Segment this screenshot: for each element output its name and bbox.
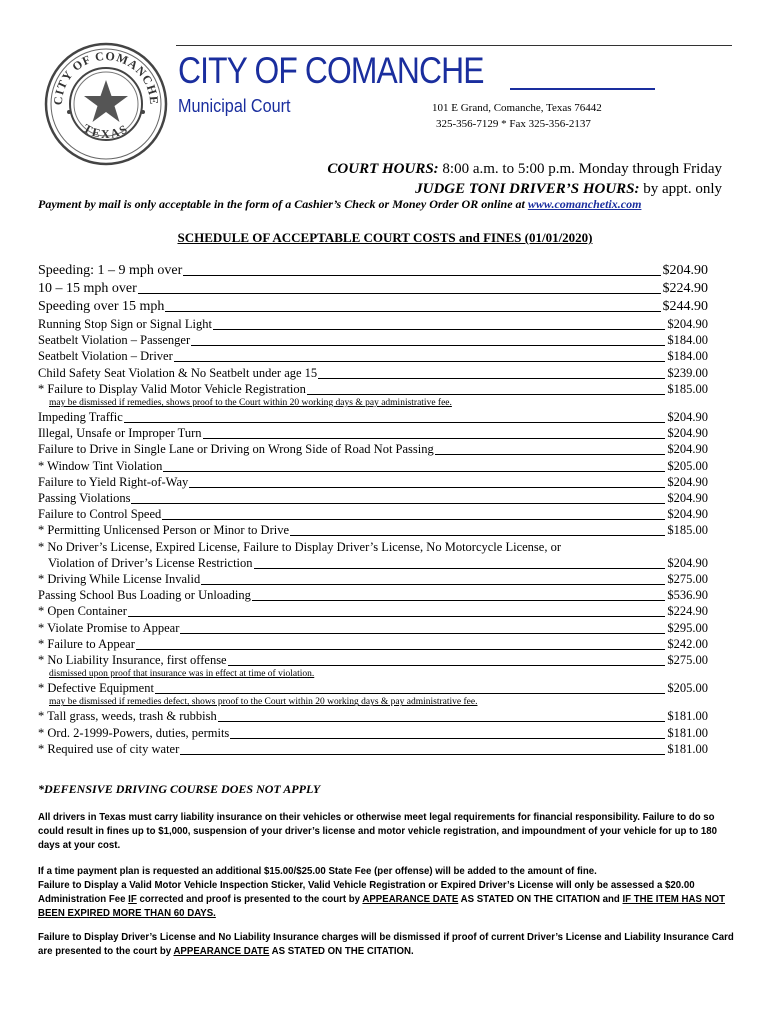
fine-amount: $204.90 bbox=[667, 491, 708, 506]
fine-label: Failure to Yield Right-of-Way bbox=[38, 474, 189, 489]
fine-label: Failure to Drive in Single Lane or Driving on Wrong Side of Road Not Passing bbox=[38, 442, 434, 457]
fine-item bbox=[38, 620, 708, 636]
fine-amount: $204.90 bbox=[667, 507, 708, 522]
seal-city-text: CITY OF COMANCHE bbox=[50, 48, 162, 106]
court-subtitle: Municipal Court bbox=[178, 96, 291, 116]
fine-item bbox=[38, 409, 708, 425]
top-rule bbox=[176, 45, 732, 46]
schedule-heading: SCHEDULE OF ACCEPTABLE COURT COSTS and FINES (01/01/2020) bbox=[177, 230, 593, 245]
fine-label: * Driving While License Invalid bbox=[38, 572, 201, 587]
fine-label: Failure to Control Speed bbox=[38, 507, 162, 522]
fine-item bbox=[38, 490, 708, 506]
fine-amount: $181.00 bbox=[667, 725, 708, 740]
fine-amount: $185.00 bbox=[667, 523, 708, 538]
leader-line bbox=[136, 649, 666, 650]
leader-line bbox=[165, 311, 660, 312]
fine-item bbox=[38, 332, 708, 348]
fine-amount: $184.00 bbox=[667, 349, 708, 364]
fine-item bbox=[38, 652, 708, 668]
fine-label: Child Safety Seat Violation & No Seatbelt under age 15 bbox=[38, 365, 318, 380]
fine-label: Seatbelt Violation – Passenger bbox=[38, 333, 191, 348]
fine-item bbox=[38, 603, 708, 619]
fine-label: * Tall grass, weeds, trash & rubbish bbox=[38, 709, 217, 724]
fine-label: Seatbelt Violation – Driver bbox=[38, 349, 173, 364]
fine-amount: $275.00 bbox=[667, 572, 708, 587]
fine-item bbox=[38, 425, 708, 441]
fine-amount: $204.90 bbox=[667, 317, 708, 331]
fine-label: * Permitting Unlicensed Person or Minor to Drive bbox=[38, 523, 290, 538]
insurance-paragraph: All drivers in Texas must carry liability insurance on their vehicles or otherwise meet legal requirements for financial responsibility. Failure to do so could result in fines up to $1,000, suspension of your driver’s license and motor vehicle registration, and impoundment of your vehicle for up to 180 days at your cost. bbox=[38, 811, 718, 851]
defensive-driving-note: *DEFENSIVE DRIVING COURSE DOES NOT APPLY bbox=[38, 782, 321, 796]
fine-item bbox=[38, 316, 708, 332]
leader-line bbox=[230, 738, 665, 739]
fine-amount: $239.00 bbox=[667, 365, 708, 380]
seal-state-text: TEXAS bbox=[80, 121, 132, 142]
fine-amount: $181.00 bbox=[667, 741, 708, 756]
fine-label: Illegal, Unsafe or Improper Turn bbox=[38, 426, 202, 441]
fine-label: 10 – 15 mph over bbox=[38, 281, 137, 296]
fine-label: * Required use of city water bbox=[38, 741, 180, 756]
fine-label: * Violate Promise to Appear bbox=[38, 620, 180, 635]
fine-amount: $204.90 bbox=[662, 263, 708, 278]
leader-line bbox=[189, 487, 665, 488]
fine-amount: $224.90 bbox=[662, 281, 708, 296]
payment-notice: Payment by mail is only acceptable in the form of a Cashier’s Check or Money Order OR online at www.comanchetix.com bbox=[38, 197, 642, 211]
fine-amount: $536.90 bbox=[667, 588, 708, 603]
leader-line bbox=[128, 616, 666, 617]
fine-amount: $295.00 bbox=[667, 620, 708, 635]
fine-label: * Ord. 2-1999-Powers, duties, permits bbox=[38, 725, 230, 740]
fine-item bbox=[38, 381, 708, 397]
fine-amount: $185.00 bbox=[667, 381, 708, 396]
leader-line bbox=[201, 584, 665, 585]
fine-item bbox=[38, 298, 708, 316]
fine-amount: $205.00 bbox=[667, 681, 708, 696]
leader-line bbox=[183, 275, 660, 276]
fine-label: * Window Tint Violation bbox=[38, 458, 163, 473]
leader-line bbox=[218, 721, 666, 722]
leader-line bbox=[131, 503, 665, 504]
court-hours: COURT HOURS: 8:00 a.m. to 5:00 p.m. Monday through Friday bbox=[327, 161, 722, 177]
leader-line bbox=[435, 454, 666, 455]
fine-amount: $181.00 bbox=[667, 709, 708, 724]
leader-line bbox=[213, 329, 665, 330]
leader-line bbox=[174, 361, 666, 362]
leader-line bbox=[203, 438, 666, 439]
fine-amount: $204.90 bbox=[667, 555, 708, 570]
fine-item bbox=[38, 280, 708, 298]
fine-item bbox=[38, 571, 708, 587]
fine-item bbox=[38, 441, 708, 457]
fine-item bbox=[38, 458, 708, 474]
fine-amount: $275.00 bbox=[667, 653, 708, 668]
leader-line bbox=[180, 754, 665, 755]
fine-label: Speeding: 1 – 9 mph over bbox=[38, 263, 183, 278]
payment-link[interactable]: www.comanchetix.com bbox=[527, 197, 642, 211]
leader-line bbox=[318, 378, 665, 379]
fine-amount: $184.00 bbox=[667, 333, 708, 348]
insurance-note: dismissed upon proof that insurance was in effect at time of violation. bbox=[49, 669, 315, 680]
fine-amount: $205.00 bbox=[667, 458, 708, 473]
fine-item bbox=[38, 708, 708, 724]
fine-amount: $204.90 bbox=[667, 474, 708, 489]
fine-item bbox=[38, 522, 708, 538]
fine-item bbox=[38, 725, 708, 741]
fine-item: Violation of Driver’s License Restriction $204.90 bbox=[48, 555, 708, 570]
fine-item: * Defective Equipment $205.00 bbox=[38, 681, 708, 696]
fine-item bbox=[38, 741, 708, 757]
fine-amount: $204.90 bbox=[667, 442, 708, 457]
fine-label: * Open Container bbox=[38, 604, 127, 619]
fine-item bbox=[38, 474, 708, 490]
fine-amount: $204.90 bbox=[667, 426, 708, 441]
court-address: 101 E Grand, Comanche, Texas 76442 bbox=[432, 102, 602, 114]
fine-label: Passing Violations bbox=[38, 491, 131, 506]
fine-item bbox=[38, 636, 708, 652]
title-underline bbox=[510, 88, 655, 90]
fine-amount: $244.90 bbox=[662, 299, 708, 314]
fine-item bbox=[38, 348, 708, 364]
leader-line bbox=[307, 394, 665, 395]
court-phone-fax: 325-356-7129 * Fax 325-356-2137 bbox=[436, 118, 591, 130]
fine-amount: $242.00 bbox=[667, 636, 708, 651]
dismissal-note: may be dismissed if remedies, shows proof to the Court within 20 working days & pay administrative fee. bbox=[49, 398, 452, 409]
leader-line bbox=[191, 345, 665, 346]
leader-line bbox=[228, 665, 666, 666]
page-title: CITY OF COMANCHE bbox=[178, 50, 484, 91]
leader-line bbox=[252, 600, 666, 601]
leader-line bbox=[163, 471, 665, 472]
judge-hours: JUDGE TONI DRIVER’S HOURS: by appt. only bbox=[415, 181, 722, 197]
fine-label: Speeding over 15 mph bbox=[38, 299, 165, 314]
fine-label: Impeding Traffic bbox=[38, 410, 123, 425]
fine-amount: $224.90 bbox=[667, 604, 708, 619]
defect-note: may be dismissed if remedies defect, shows proof to the Court within 20 working days & pay administrative fee. bbox=[49, 697, 478, 708]
leader-line bbox=[162, 519, 665, 520]
fine-item bbox=[38, 365, 708, 381]
dismissal-paragraph: Failure to Display Driver’s License and No Liability Insurance charges will be dismissed if proof of current Driver’s License and Liability Insurance Card are presented to the court by APPEARANCE DATE AS STATED ON THE CITATION. bbox=[38, 931, 734, 957]
star-icon bbox=[84, 80, 128, 122]
leader-line bbox=[180, 633, 665, 634]
time-payment-paragraph: If a time payment plan is requested an additional $15.00/$25.00 State Fee (per offense) will be added to the amount of fine. Failure to Display a Valid Motor Vehicle Inspection Sticker, Valid Vehicle Registration or Expired Driver’s License will only be assessed a $20.00 Administration Fee IF corrected and proof is presented to the court by APPEARANCE DATE AS STATED ON THE CITATION and IF THE ITEM HAS NOT BEEN EXPIRED MORE THAN 60 DAYS. bbox=[38, 865, 726, 919]
fine-label: Passing School Bus Loading or Unloading bbox=[38, 588, 251, 603]
fine-label: * Failure to Display Valid Motor Vehicle Registration bbox=[38, 381, 306, 396]
svg-text:TEXAS bbox=[81, 121, 131, 141]
fine-label: * No Liability Insurance, first offense bbox=[38, 653, 227, 668]
leader-line bbox=[138, 293, 661, 294]
fines-list bbox=[38, 262, 708, 757]
leader-line bbox=[290, 535, 665, 536]
fine-item bbox=[38, 262, 708, 280]
fine-item: * No Driver’s License, Expired License, Failure to Display Driver’s License, No Motorcycle License, or bbox=[38, 539, 561, 554]
city-seal-logo bbox=[44, 42, 168, 166]
fine-item bbox=[38, 587, 708, 603]
fine-amount: $204.90 bbox=[667, 410, 708, 425]
leader-line bbox=[124, 422, 666, 423]
fine-label: * Failure to Appear bbox=[38, 636, 135, 651]
fine-label: Running Stop Sign or Signal Light bbox=[38, 317, 212, 331]
fine-item bbox=[38, 506, 708, 522]
